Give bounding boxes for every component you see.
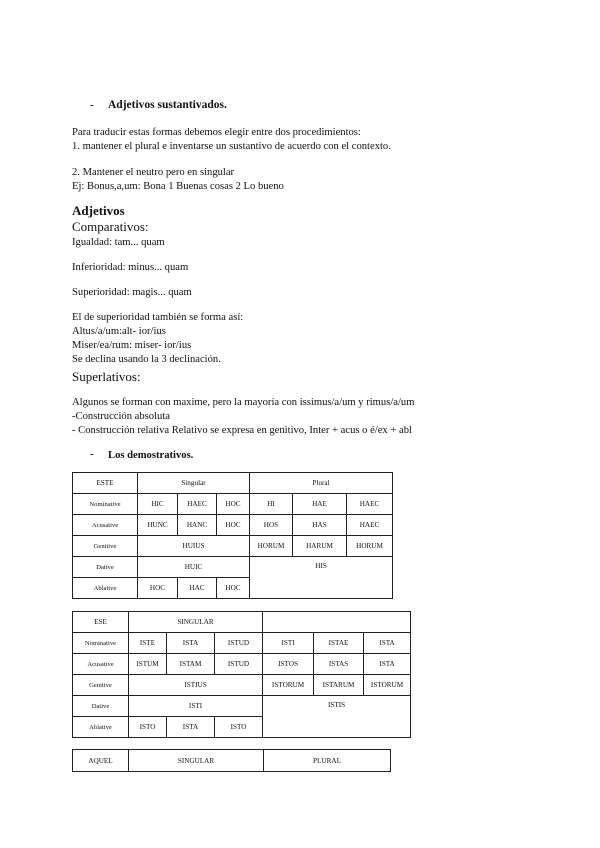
case-label-cell: Genitive (73, 536, 138, 557)
table-row-genitive (73, 675, 411, 696)
table-title-cell: ESTE (73, 473, 138, 494)
table-title-cell: AQUEL (73, 750, 129, 772)
case-label-cell: Genitive (73, 675, 129, 696)
table-row-acusative (73, 654, 411, 675)
form-cell: HOS (250, 515, 293, 536)
section-heading-demostrativos: Los demostrativos. (108, 450, 194, 461)
form-cell: HUIUS (138, 536, 250, 557)
igualdad-text: Igualdad: tam... quam (72, 237, 165, 248)
construccion-relativa-text: - Construcción relativa Relativo se expresa en genitivo, Inter + acus o é/ex + abl (72, 425, 412, 436)
form-cell: ISTO (129, 717, 167, 738)
intro-text: Para traducir estas formas debemos elegir entre dos procedimientos: (72, 127, 361, 138)
bullet-marker: - (90, 448, 94, 460)
form-cell: HAEC (178, 494, 217, 515)
plural-header-cell: Plural (250, 473, 393, 494)
form-cell: ISTORUM (263, 675, 314, 696)
form-cell: ISTA (167, 633, 215, 654)
construccion-absoluta-text: -Construcción absoluta (72, 411, 170, 422)
form-cell: ISTI (129, 696, 263, 717)
form-cell: ISTUD (215, 633, 263, 654)
subheading-comparativos: Comparativos: (72, 219, 149, 234)
form-cell: ISTIUS (129, 675, 263, 696)
singular-header-cell: SINGULAR (129, 612, 263, 633)
form-cell: HIS (250, 557, 393, 599)
table-header-row (73, 612, 411, 633)
form-cell: ISTORUM (364, 675, 411, 696)
form-cell: HAEC (347, 494, 393, 515)
form-cell: ISTA (364, 654, 411, 675)
form-cell: ISTE (129, 633, 167, 654)
form-cell: ISTIS (263, 696, 411, 738)
case-label-cell: Acusative (73, 515, 138, 536)
case-label-cell: Dative (73, 557, 138, 578)
form-cell: ISTARUM (314, 675, 364, 696)
case-label-cell: Ablative (73, 578, 138, 599)
form-cell: ISTA (167, 717, 215, 738)
form-cell: HANC (178, 515, 217, 536)
bullet-marker: - (90, 99, 94, 111)
form-cell: HAS (293, 515, 347, 536)
form-cell: ISTA (364, 633, 411, 654)
table-row-nominative (73, 494, 393, 515)
form-cell: ISTAM (167, 654, 215, 675)
plural-header-cell (263, 612, 411, 633)
form-cell: ISTAE (314, 633, 364, 654)
procedure-2: 2. Mantener el neutro pero en singular (72, 167, 235, 178)
example-text: Ej: Bonus,a,um: Bona 1 Buenas cosas 2 Lo bueno (72, 181, 284, 192)
form-cell: HOC (217, 515, 250, 536)
altus-text: Altus/a/um:alt- ior/ius (72, 326, 166, 337)
table-header-row (73, 750, 391, 772)
form-cell: HAEC (347, 515, 393, 536)
form-cell: HAC (178, 578, 217, 599)
singular-header-cell: Singular (138, 473, 250, 494)
case-label-cell: Acusative (73, 654, 129, 675)
form-cell: HOC (217, 578, 250, 599)
table-row-nominative (73, 633, 411, 654)
form-cell: HORUM (250, 536, 293, 557)
table-row-acusative (73, 515, 393, 536)
superlativos-forma-text: Algunos se forman con maxime, pero la mayoría con issimus/a/um y rimus/a/um (72, 397, 415, 408)
section-heading-adjetivos-sustantivados: Adjetivos sustantivados. (108, 99, 227, 111)
plural-header-cell: PLURAL (264, 750, 391, 772)
form-cell: ISTAS (314, 654, 364, 675)
miser-text: Miser/ea/rum: miser- ior/ius (72, 340, 192, 351)
table-title-cell: ESE (73, 612, 129, 633)
form-cell: HI (250, 494, 293, 515)
section-heading-adjetivos: Adjetivos (72, 203, 125, 218)
form-cell: ISTO (215, 717, 263, 738)
declinacion-text: Se declina usando la 3 declinación. (72, 354, 221, 365)
case-label-cell: Ablative (73, 717, 129, 738)
form-cell: HARUM (293, 536, 347, 557)
procedure-1: 1. mantener el plural e inventarse un sustantivo de acuerdo con el contexto. (72, 141, 391, 152)
form-cell: ISTOS (263, 654, 314, 675)
table-este (72, 472, 393, 599)
form-cell: ISTI (263, 633, 314, 654)
form-cell: HOC (217, 494, 250, 515)
case-label-cell: Nominative (73, 633, 129, 654)
form-cell: HORUM (347, 536, 393, 557)
singular-header-cell: SINGULAR (129, 750, 264, 772)
superioridad-forma-text: El de superioridad también se forma así: (72, 312, 244, 323)
form-cell: HIC (138, 494, 178, 515)
case-label-cell: Nominative (73, 494, 138, 515)
table-ese (72, 611, 411, 738)
form-cell: HUIC (138, 557, 250, 578)
table-row-dative (73, 696, 411, 717)
form-cell: HOC (138, 578, 178, 599)
form-cell: HUNC (138, 515, 178, 536)
table-aquel (72, 749, 391, 772)
form-cell: ISTUD (215, 654, 263, 675)
table-row-genitive (73, 536, 393, 557)
case-label-cell: Dative (73, 696, 129, 717)
superioridad-text: Superioridad: magis... quam (72, 287, 192, 298)
inferioridad-text: Inferioridad: minus... quam (72, 262, 189, 273)
table-header-row (73, 473, 393, 494)
form-cell: ISTUM (129, 654, 167, 675)
table-row-dative (73, 557, 393, 578)
subheading-superlativos: Superlativos: (72, 369, 141, 384)
form-cell: HAE (293, 494, 347, 515)
